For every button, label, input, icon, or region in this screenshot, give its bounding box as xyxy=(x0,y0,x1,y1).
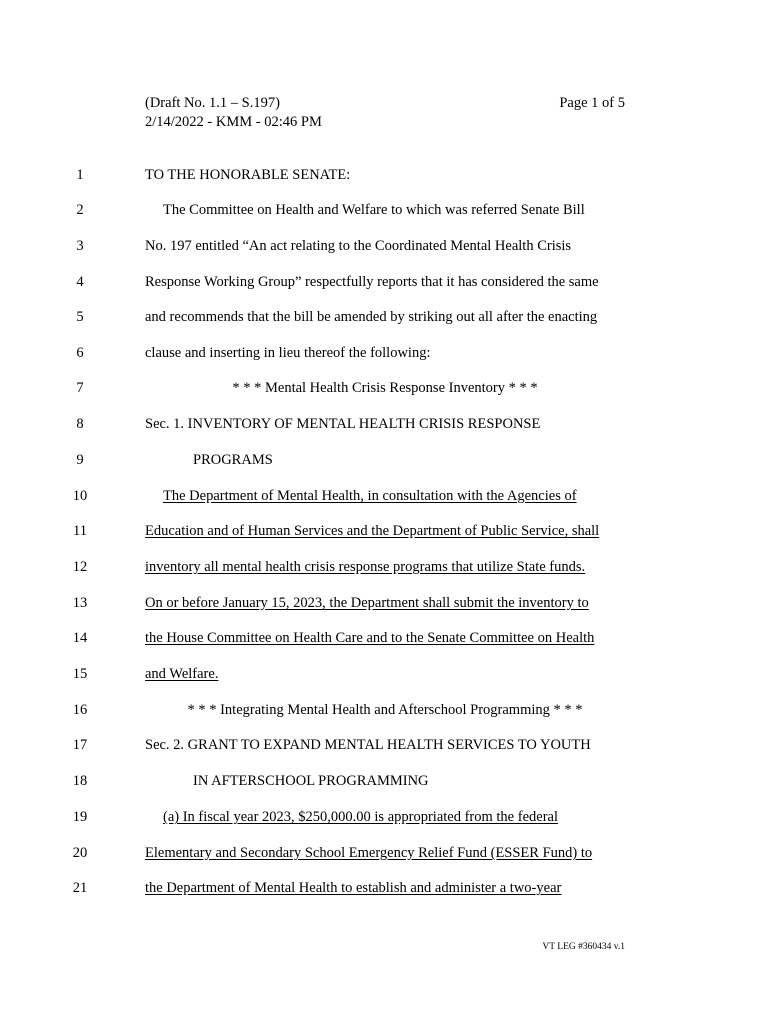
text-line xyxy=(0,592,770,614)
line-text: The Department of Mental Health, in consultation with the Agencies of xyxy=(163,488,577,504)
line-text: On or before January 15, 2023, the Department shall submit the inventory to xyxy=(145,595,589,611)
text-line xyxy=(0,520,770,542)
line-number: 20 xyxy=(72,845,88,861)
line-number: 11 xyxy=(73,523,87,539)
text-line xyxy=(0,306,770,328)
line-number: 10 xyxy=(72,488,88,504)
line-text: Response Working Group” respectfully reports that it has considered the same xyxy=(145,274,599,290)
line-number: 4 xyxy=(76,274,84,290)
line-number: 5 xyxy=(76,309,84,325)
text-line xyxy=(0,235,770,257)
line-number: 19 xyxy=(72,809,88,825)
draft-number: (Draft No. 1.1 – S.197) xyxy=(145,95,280,111)
line-text: the House Committee on Health Care and to the Senate Committee on Health xyxy=(145,630,595,646)
line-number: 8 xyxy=(76,416,84,432)
line-text: inventory all mental health crisis response programs that utilize State funds. xyxy=(145,559,586,575)
line-number: 9 xyxy=(76,452,84,468)
line-text: and recommends that the bill be amended by striking out all after the enacting xyxy=(145,309,598,325)
text-line xyxy=(0,877,770,899)
text-line xyxy=(0,164,770,186)
line-number: 2 xyxy=(76,202,84,218)
section-divider: * * * Mental Health Crisis Response Inventory * * * xyxy=(232,380,538,396)
document-id-footer: VT LEG #360434 v.1 xyxy=(542,942,625,952)
line-number: 3 xyxy=(76,238,84,254)
section-heading: Sec. 1. INVENTORY OF MENTAL HEALTH CRISIS RESPONSE xyxy=(145,416,541,432)
line-number: 21 xyxy=(72,880,88,896)
line-text: No. 197 entitled “An act relating to the Coordinated Mental Health Crisis xyxy=(145,238,572,254)
text-line xyxy=(0,806,770,828)
text-line xyxy=(0,663,770,685)
line-number: 17 xyxy=(72,737,88,753)
line-text: TO THE HONORABLE SENATE: xyxy=(145,167,351,183)
line-number: 6 xyxy=(76,345,84,361)
text-line xyxy=(0,199,770,221)
line-number: 13 xyxy=(72,595,88,611)
line-text: and Welfare. xyxy=(145,666,219,682)
line-text: The Committee on Health and Welfare to which was referred Senate Bill xyxy=(163,202,585,218)
text-line xyxy=(0,271,770,293)
line-text: (a) In fiscal year 2023, $250,000.00 is appropriated from the federal xyxy=(163,809,558,825)
line-number: 15 xyxy=(72,666,88,682)
line-text: Elementary and Secondary School Emergency Relief Fund (ESSER Fund) to xyxy=(145,845,593,861)
line-number: 16 xyxy=(72,702,88,718)
line-text: clause and inserting in lieu thereof the following: xyxy=(145,345,431,361)
section-divider: * * * Integrating Mental Health and Afterschool Programming * * * xyxy=(187,702,583,718)
text-line xyxy=(0,770,770,792)
line-text: Education and of Human Services and the Department of Public Service, shall xyxy=(145,523,600,539)
text-line xyxy=(0,842,770,864)
text-line xyxy=(0,699,770,721)
line-number: 1 xyxy=(76,167,84,183)
text-line xyxy=(0,627,770,649)
text-line xyxy=(0,485,770,507)
section-heading: IN AFTERSCHOOL PROGRAMMING xyxy=(193,773,429,789)
text-line xyxy=(0,342,770,364)
text-line xyxy=(0,556,770,578)
line-text: the Department of Mental Health to establish and administer a two-year xyxy=(145,880,562,896)
text-line xyxy=(0,377,770,399)
line-number: 18 xyxy=(72,773,88,789)
page-number: Page 1 of 5 xyxy=(559,95,625,111)
section-heading: PROGRAMS xyxy=(193,452,273,468)
draft-header xyxy=(145,94,322,132)
text-line xyxy=(0,413,770,435)
draft-datetime: 2/14/2022 - KMM - 02:46 PM xyxy=(145,114,322,130)
line-number: 12 xyxy=(72,559,88,575)
text-line xyxy=(0,449,770,471)
line-number: 14 xyxy=(72,630,88,646)
text-line xyxy=(0,734,770,756)
section-heading: Sec. 2. GRANT TO EXPAND MENTAL HEALTH SERVICES TO YOUTH xyxy=(145,737,591,753)
line-number: 7 xyxy=(76,380,84,396)
